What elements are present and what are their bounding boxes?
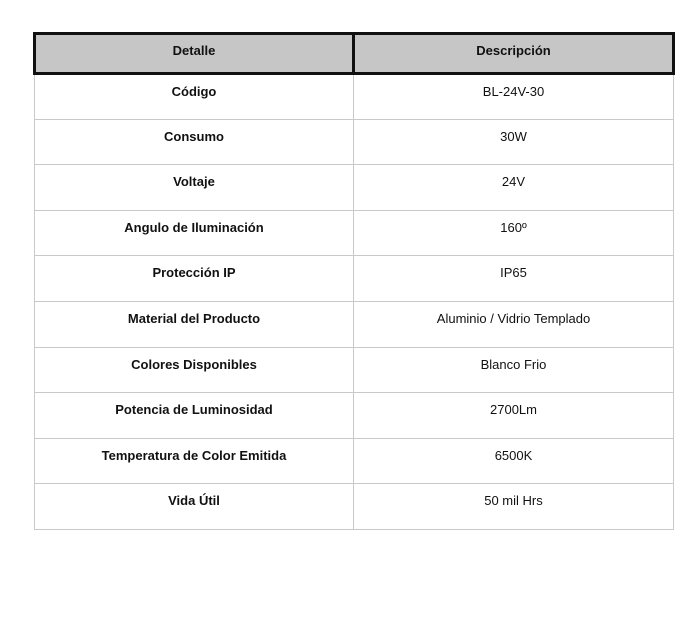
detail-cell: Material del Producto bbox=[35, 301, 354, 347]
header-detalle: Detalle bbox=[35, 34, 354, 74]
table-header-row bbox=[35, 34, 674, 74]
detail-cell: Voltaje bbox=[35, 165, 354, 211]
detail-cell: Colores Disponibles bbox=[35, 347, 354, 393]
spec-table bbox=[33, 32, 675, 530]
table-row bbox=[35, 256, 674, 302]
detail-cell: Consumo bbox=[35, 119, 354, 165]
table-row bbox=[35, 165, 674, 211]
detail-cell: Potencia de Luminosidad bbox=[35, 393, 354, 439]
detail-cell: Código bbox=[35, 74, 354, 120]
table-row bbox=[35, 74, 674, 120]
description-cell: IP65 bbox=[354, 256, 674, 302]
header-descripcion: Descripción bbox=[354, 34, 674, 74]
description-cell: 30W bbox=[354, 119, 674, 165]
detail-cell: Temperatura de Color Emitida bbox=[35, 438, 354, 484]
description-cell: 160º bbox=[354, 210, 674, 256]
table-row bbox=[35, 393, 674, 439]
description-cell: BL-24V-30 bbox=[354, 74, 674, 120]
table-row bbox=[35, 301, 674, 347]
description-cell: Aluminio / Vidrio Templado bbox=[354, 301, 674, 347]
detail-cell: Angulo de Iluminación bbox=[35, 210, 354, 256]
description-cell: Blanco Frio bbox=[354, 347, 674, 393]
table-row bbox=[35, 347, 674, 393]
table-row bbox=[35, 438, 674, 484]
table-row bbox=[35, 484, 674, 530]
detail-cell: Vida Útil bbox=[35, 484, 354, 530]
description-cell: 2700Lm bbox=[354, 393, 674, 439]
detail-cell: Protección IP bbox=[35, 256, 354, 302]
description-cell: 50 mil Hrs bbox=[354, 484, 674, 530]
description-cell: 24V bbox=[354, 165, 674, 211]
table-row bbox=[35, 119, 674, 165]
table-row bbox=[35, 210, 674, 256]
description-cell: 6500K bbox=[354, 438, 674, 484]
